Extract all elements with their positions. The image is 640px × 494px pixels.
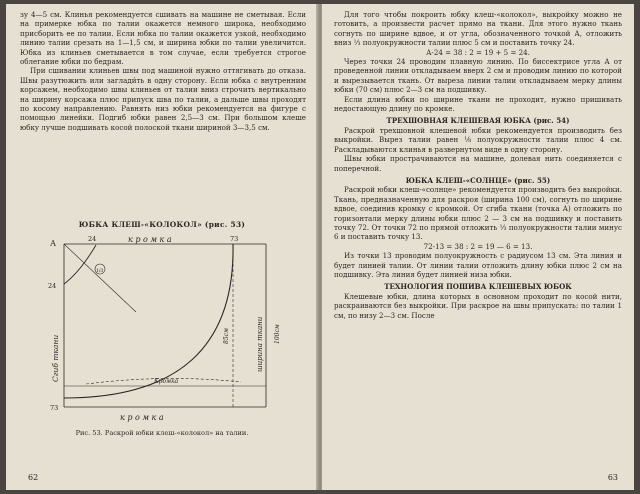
section-heading: ЮБКА КЛЕШ-«СОЛНЦЕ» (рис. 55) <box>405 175 551 185</box>
page-number-left: 62 <box>28 473 39 482</box>
paragraph: зу 4—5 см. Клинья рекомендуется сшивать на машине не сметывая. Если на примерке юбка по талии окажется немного широка, необходимо присборить ее по талии. Если юбка по талии окажется узкой, необходимо линию талии срезать на 1—1,5 см, и ширина юбки по талии увеличится. Юбка из клиньев сметывается в том случае, если требуется строгое облегание юбки по бедрам. <box>20 10 306 67</box>
paragraph: Через точки 24 проводим плавную линию. По биссектрисе угла А от проведенной линии откладываем вверх 2 см и проводим линию по которой и вырезывается ткань. От выреза линии талии откладываем мерку длины юбки (70 см) плюс 2—3 см на подшивку. <box>334 57 622 95</box>
point-a-label: А <box>50 239 57 248</box>
point-24-side: 24 <box>48 282 57 290</box>
paragraph: Если длина юбки по ширине ткани не проходит, нужно пришивать недостающую длину по кромке. <box>334 94 622 114</box>
section-heading: ТЕХНОЛОГИЯ ПОШИВА КЛЕШЕВЫХ ЮБОК <box>384 282 572 292</box>
figure-caption: Рис. 53. Раскрой юбки клеш-«колокол» на талии. <box>75 429 249 437</box>
kromka-bottom-label: к р о м к а <box>120 413 164 422</box>
right-page <box>322 4 634 490</box>
paragraph: Из точки 13 проводим полуокружность с радиусом 13 см. Эта линия и будет линией талии. От линии талии отложить длину юбки плюс 2 см на подшивку. Эта линия будет линией низа юбки. <box>334 251 622 279</box>
point-73-top: 73 <box>230 235 239 243</box>
point-73-bottom: 73 <box>50 404 59 412</box>
kromka-mid-label: Кромка <box>154 378 179 385</box>
skirt-pattern-diagram <box>36 232 298 428</box>
right-body-text <box>334 10 622 320</box>
paragraph: Клешевые юбки, длина которых в основном проходит по косой нити, раскраиваются без выкройки. При раскрое на швы припускать: по талии 1 см, по низу 2—3 см. После <box>334 291 622 320</box>
dim-100-label: 100см <box>274 324 281 344</box>
section-heading: ТРЕХШОВНАЯ КЛЕШЕВАЯ ЮБКА (рис. 54) <box>386 116 570 126</box>
paragraph: Для того чтобы покроить юбку клеш-«колокол», выкройку можно не готовить, а произвести расчет прямо на ткани. Для этого нужно ткань согнуть по ширине вдвое, и от угла, обозначенного точкой А, отложить вниз ⅓ полуокружности талии плюс 5 см и поставить точку 24. <box>334 10 622 48</box>
paragraph: Раскрой трехшовной клешевой юбки рекомендуется производить без выкройки. Вырез талии равен ⅛ полуокружности талии плюс 4 см. Раскладываются клинья в развернутом виде в одну сторону. <box>334 125 622 154</box>
formula: А-24 = 38 : 2 = 19 + 5 = 24. <box>426 47 530 57</box>
circle-label: 1/3 <box>96 269 104 274</box>
figure-title: ЮБКА КЛЕШ-«КОЛОКОЛ» (рис. 53) <box>78 220 246 229</box>
paragraph: Швы юбки прострачиваются на машине, долевая нить соединяется с поперечной. <box>334 154 622 173</box>
shirina-label: ширина ткани <box>256 316 264 372</box>
sgib-label: Сгиб ткани <box>51 334 60 382</box>
paragraph: Раскрой юбки клеш-«солнце» рекомендуется производить без выкройки. Ткань, предназначенную для раскроя (ширина 100 см), согнуть по ширине вдвое, соединив кромку с кромкой. От сгиба ткани (точка А) отложить по горизонтали мерку длины юбки плюс 2 — 3 см на подшивку и поставить точку 72. От точки 72 по прямой отложить ⅓ полуокружности талии минус 6 и поставить точку 13. <box>334 185 622 242</box>
paragraph: При сшивании клиньев швы под машиной нужно оттягивать до отказа. Швы разутюжить или заглади́ть в одну сторону. Если юбка с внутренним корсажем, необходимо швы клиньев от талии вниз строчить вертикально на ширину корсажа плюс припуск шва по талии, а дальше швы проходят по косому направлению. Равнять низ юбки рекомендуется на фигуре с помощью линейки. Подгиб юбки равен 2,5—3 см. При большом клеше юбку лучше подшивать косой полоской ткани шириной 3—3,5 см. <box>20 66 306 132</box>
page-number-right: 63 <box>607 473 618 482</box>
kromka-top-label: к р о м к а <box>128 235 172 244</box>
point-24-top: 24 <box>88 235 97 243</box>
left-page <box>6 4 318 490</box>
left-body-text <box>20 10 306 132</box>
dim-85-label: 85см <box>223 328 230 344</box>
formula: 72-13 = 38 : 2 = 19 — 6 = 13. <box>423 241 533 251</box>
